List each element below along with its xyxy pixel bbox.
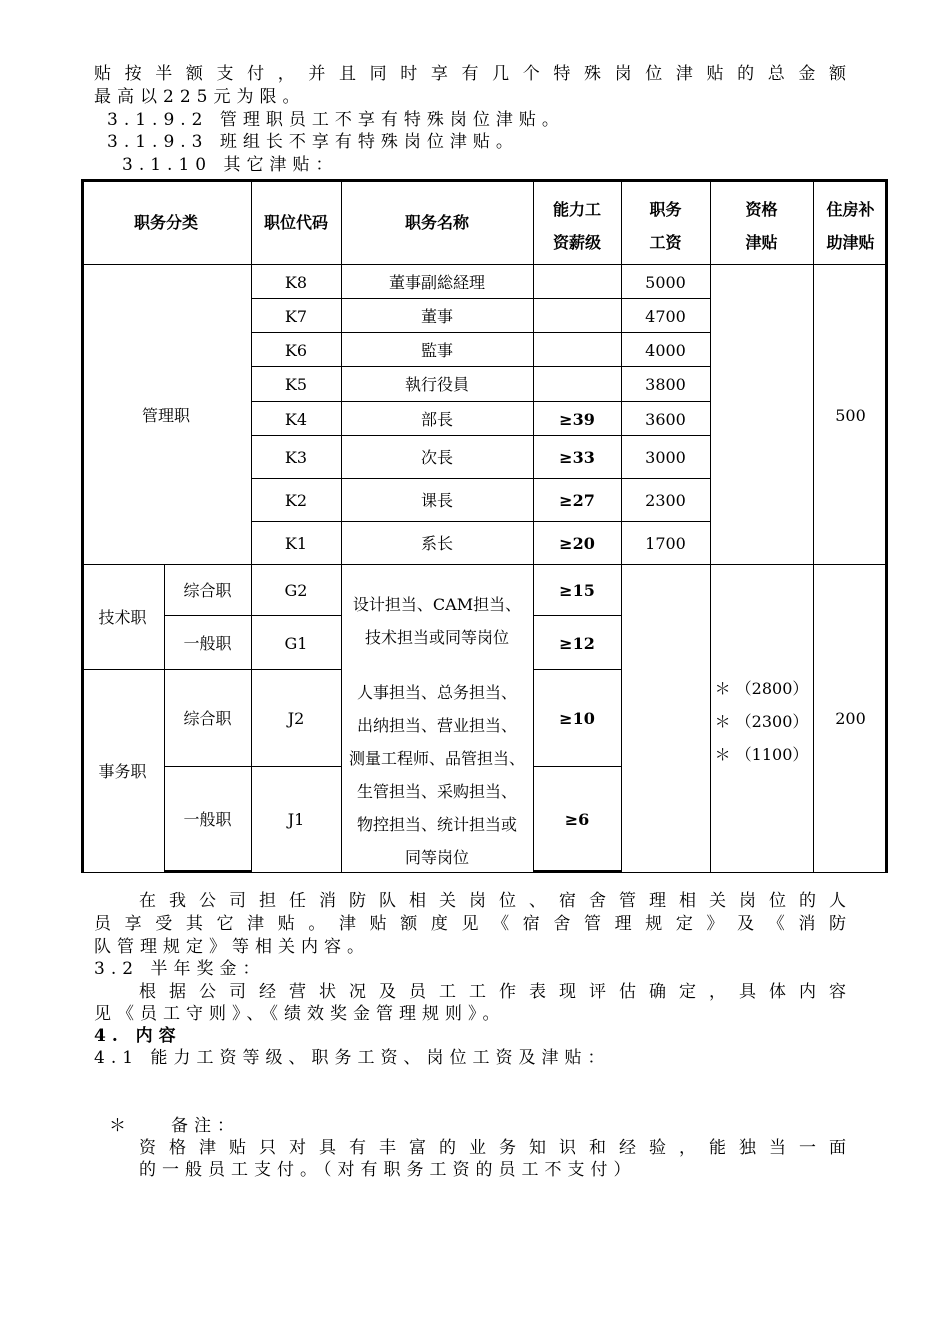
paragraph-line: 贴按半额支付，并且同时享有几个特殊岗位津贴的总金额 <box>94 64 846 84</box>
subcategory-ordinary: 一般职 <box>183 810 232 829</box>
header-title: 职务名称 <box>404 212 469 232</box>
table-cell-salary: 3000 <box>645 448 686 467</box>
table-cell-title: 董事 <box>420 306 453 326</box>
table-cell-salary: 3800 <box>645 374 686 394</box>
qualification-allowance: ＊ （2300） <box>714 712 809 731</box>
header-grade: 资薪级 <box>552 233 601 252</box>
table-cell-salary: 1700 <box>645 534 686 553</box>
table-cell-grade: ≥12 <box>559 633 595 653</box>
table-cell-title: 同等岗位 <box>404 848 469 867</box>
table-cell-code: J1 <box>287 810 305 829</box>
table-cell-code: K5 <box>284 374 308 394</box>
table-cell-code: K4 <box>284 409 308 429</box>
table-cell-title: 测量工程师、品管担当、 <box>348 749 525 768</box>
subcategory-general: 综合职 <box>183 581 232 600</box>
star-icon: ＊ <box>109 1116 126 1136</box>
paragraph-line: 员享受其它津贴。津贴额度见《宿舍管理规定》及《消防 <box>94 914 846 934</box>
table-cell-code: K6 <box>284 340 308 360</box>
table-cell-grade: ≥15 <box>559 581 595 600</box>
table-cell-grade <box>533 299 621 333</box>
table-cell-salary: 4000 <box>645 340 686 360</box>
header-code: 职位代码 <box>263 212 328 232</box>
paragraph-line: 见《员工守则》、《绩效奖金管理规则》。 <box>94 1004 506 1024</box>
table-cell-grade: ≥20 <box>559 534 595 553</box>
table-cell-grade <box>533 333 621 367</box>
paragraph-line: 队管理规定》等相关内容。 <box>94 937 370 957</box>
table-cell-code: G1 <box>284 633 308 653</box>
note-label: 备注： <box>171 1116 240 1136</box>
table-cell-title: 技术担当或同等岗位 <box>364 628 509 647</box>
table-cell-code: G2 <box>284 581 308 600</box>
table-cell-grade: ≥6 <box>564 810 590 829</box>
table-cell-grade: ≥33 <box>559 448 595 467</box>
paragraph-line: 在我公司担任消防队相关岗位、宿舍管理相关岗位的人 <box>139 891 846 911</box>
table-cell-salary: 2300 <box>645 491 686 510</box>
housing-value: 500 <box>835 405 866 425</box>
header-qualification: 资格 <box>745 200 778 219</box>
table-cell-title: 次長 <box>420 448 453 467</box>
table-cell-title: 生管担当、采购担当、 <box>356 782 517 801</box>
qualification-allowance: ＊ （1100） <box>714 745 809 764</box>
header-salary: 职务 <box>649 200 682 219</box>
table-cell-title: 物控担当、统计担当或 <box>356 815 517 834</box>
table-cell-title: 课長 <box>420 491 453 510</box>
subcategory-general: 综合职 <box>183 709 232 728</box>
table-cell-salary: 5000 <box>645 272 686 292</box>
table-cell-code: K1 <box>284 534 308 553</box>
note-line: 的一般员工支付。（对有职务工资的员工不支付） <box>139 1160 637 1180</box>
table-cell-code: K3 <box>284 448 308 467</box>
qualification-allowance: ＊ （2800） <box>714 679 809 698</box>
table-cell-grade: ≥39 <box>559 409 595 429</box>
table-cell-title: 監事 <box>420 340 453 360</box>
table-cell-code: J2 <box>287 709 305 728</box>
category-clerical: 事务职 <box>98 761 147 781</box>
table-cell-title: 系长 <box>420 534 453 553</box>
table-cell-title: 執行役員 <box>404 374 469 394</box>
section-heading: 3.2 半年奖金： <box>94 959 266 979</box>
table-cell-code: K2 <box>284 491 308 510</box>
header-housing: 住房补 <box>826 200 875 219</box>
paragraph-line: 3.1.9.2 管理职员工不享有特殊岗位津贴。 <box>107 110 565 130</box>
table-cell-title: 人事担当、总务担当、 <box>356 683 517 702</box>
header-housing: 助津贴 <box>826 233 875 252</box>
table-cell-salary: 3600 <box>645 409 686 429</box>
paragraph-line: 3.1.9.3 班组长不享有特殊岗位津贴。 <box>107 132 519 152</box>
table-cell-grade <box>533 367 621 401</box>
header-grade: 能力工 <box>552 200 601 219</box>
paragraph-line: 根据公司经营状况及员工工作表现评估确定，具体内容 <box>139 982 846 1002</box>
subcategory-ordinary: 一般职 <box>183 633 232 653</box>
table-cell-title: 设计担当、CAM担当、 <box>352 595 522 614</box>
table-cell-salary: 4700 <box>645 306 686 326</box>
table-cell-code: K7 <box>284 306 308 326</box>
table-cell-title: 出纳担当、营业担当、 <box>356 716 517 735</box>
category-management: 管理职 <box>141 405 190 425</box>
table-cell-code: K8 <box>284 272 308 292</box>
note-line: 资格津贴只对具有丰富的业务知识和经验，能独当一面 <box>139 1138 846 1158</box>
table-cell-grade: ≥27 <box>559 491 595 510</box>
section-heading: 4.1 能力工资等级、职务工资、岗位工资及津贴： <box>94 1048 611 1068</box>
table-cell-title: 董事副総経理 <box>388 272 485 292</box>
table-cell-grade <box>533 265 621 299</box>
paragraph-line: 最高以225元为限。 <box>94 87 306 107</box>
header-qualification: 津贴 <box>745 233 778 252</box>
section-heading: 3.1.10 其它津贴： <box>122 155 339 175</box>
header-category: 职务分类 <box>133 212 198 232</box>
header-salary: 工资 <box>649 233 682 252</box>
table-cell-grade: ≥10 <box>559 709 595 728</box>
table-cell-title: 部長 <box>420 409 453 429</box>
housing-value: 200 <box>835 709 866 728</box>
category-technical: 技术职 <box>98 608 147 627</box>
section-heading: 4. 内容 <box>94 1026 182 1046</box>
allowance-table <box>81 179 888 873</box>
